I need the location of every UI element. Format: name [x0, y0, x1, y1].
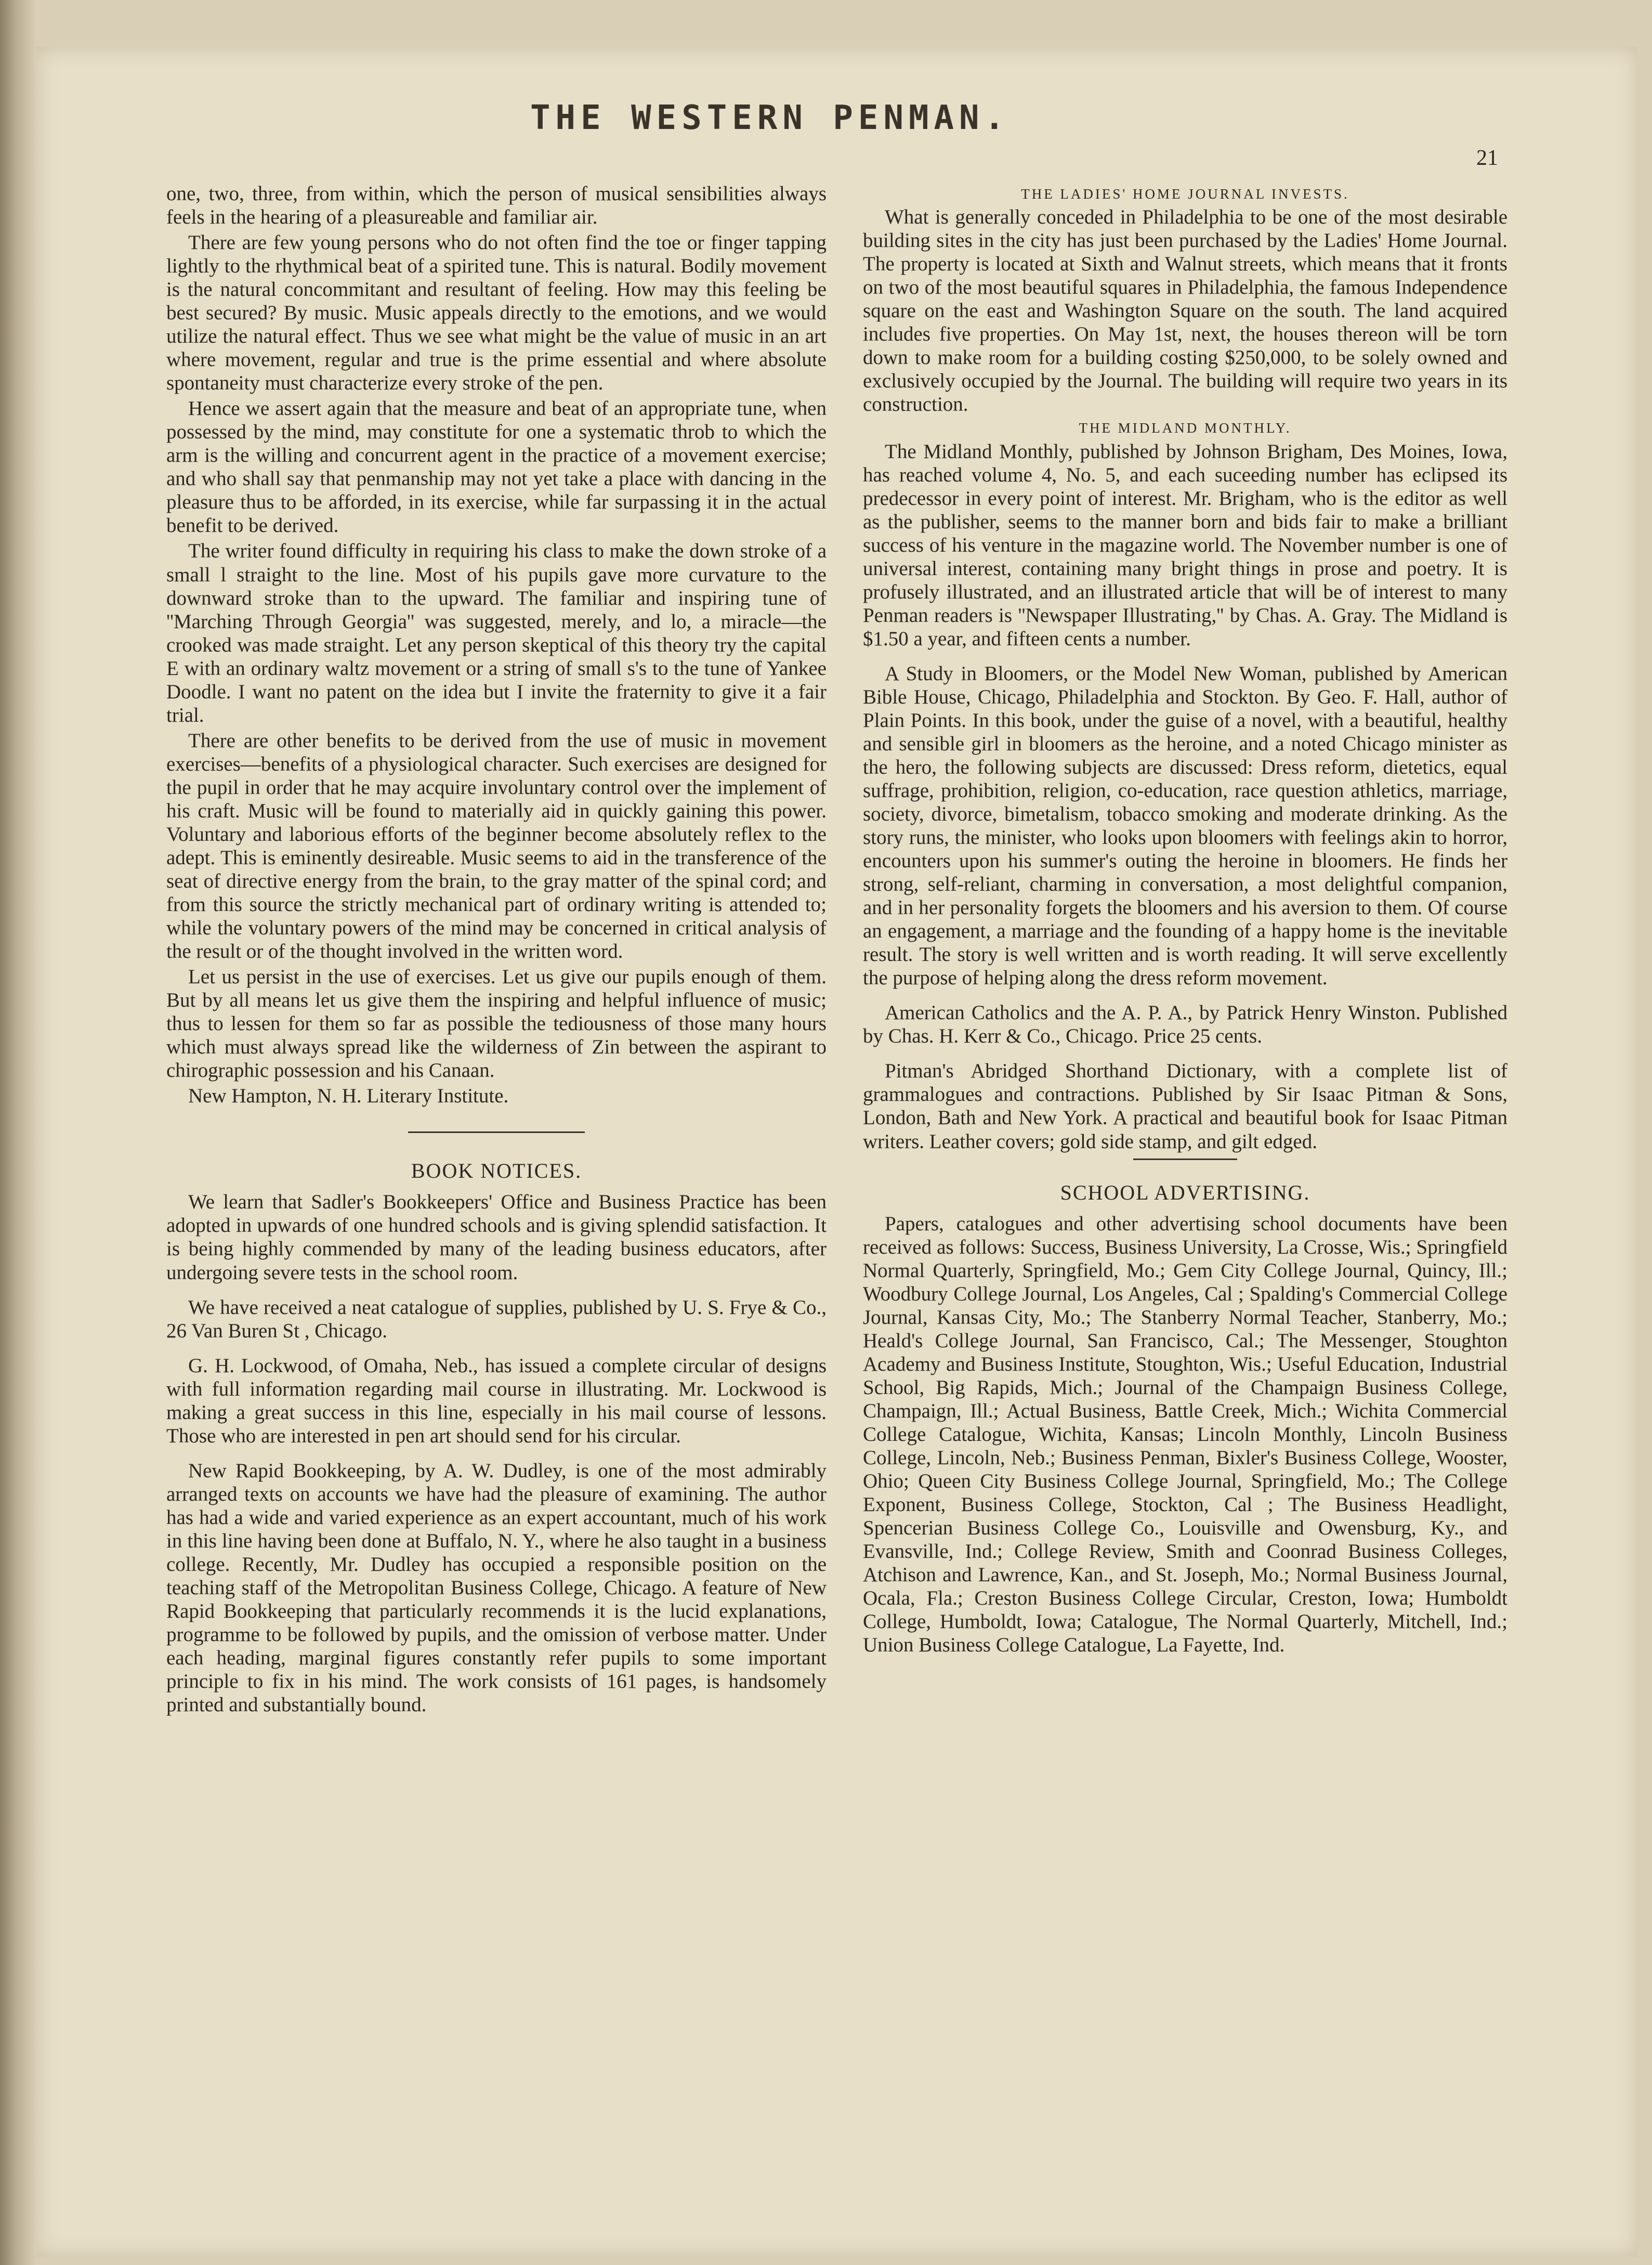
notice-paragraph: Pitman's Abridged Shorthand Dictionary, with a complete list of grammalogues and contractions. Published by Sir Isaac Pitman & Sons, London, Bath and New York. A practical and beautiful book for Isaac Pitman writers. Leather covers; gold side stamp, and gilt edged.: [863, 1060, 1507, 1153]
left-column: [166, 182, 827, 1719]
right-column: [863, 182, 1507, 1659]
section-divider: [1133, 1158, 1237, 1160]
ladies-journal-heading: THE LADIES' HOME JOURNAL INVESTS.: [1021, 186, 1349, 202]
book-binding: [0, 0, 36, 2265]
notice-paragraph: New Rapid Bookkeeping, by A. W. Dudley, is one of the most admirably arranged texts on accounts we have had the pleasure of examining. The author has had a wide and varied experience as an expert accountant, much of his work in this line having been done at Buffalo, N. Y., where he also taught in a business college. Recently, Mr. Dudley has occupied a responsible position on the teaching staff of the Metropolitan Business College, Chicago. A feature of New Rapid Bookkeeping that particularly recommends it is the lucid explanations, programme to be followed by pupils, and the omission of verbose matter. Under each heading, marginal figures constantly refer pupils to some important principle to fix in his mind. The work consists of 161 pages, is handsomely printed and substantially bound.: [166, 1459, 827, 1716]
ladies-journal-text: What is generally conceded in Philadelphia to be one of the most desirable building sites in the city has just been purchased by the Ladies' Home Journal. The property is located at Sixth and Walnut streets, which means that it fronts on two of the most beautiful squares in Philadelphia, the famous Independence square on the east and Washington Square on the south. The land acquired includes five properties. On May 1st, next, the houses thereon will be torn down to make room for a building costing $250,000, to be solely owned and exclusively occupied by the Journal. The building will require two years in its construction.: [863, 206, 1507, 416]
masthead-title: THE WESTERN PENMAN.: [530, 99, 1010, 137]
article-paragraph: There are other benefits to be derived from the use of music in movement exercises—benefits of a physiological character. Such exercises are designed for the pupil in order that he may acquire involuntary control over the implement of his craft. Music will be found to materially aid in quickly gaining this power. Voluntary and laborious efforts of the beginner become absolutely reflex to the adept. This is eminently desireable. Music seems to aid in the transference of the seat of directive energy from the brain, to the gray matter of the spinal cord; and from this source the strictly mechanical part of ordinary writing is attended to; while the voluntary powers of the mind may be concerned in critical analysis of the result or of the thought involved in the written word.: [166, 729, 827, 962]
school-advertising-text: Papers, catalogues and other advertising school documents have been received as follows: Success, Business University, La Crosse, Wis.; Springfield Normal Quarterly, Springfield, Mo.; Gem City College Journal, Quincy, Ill.; Woodbury College Journal, Los Angeles, Cal ; Spalding's Commercial College Journal, Kansas City, Mo.; The Stanberry Normal Teacher, Stanberry, Mo.; Heald's College Journal, San Francisco, Cal.; The Messenger, Stoughton Academy and Business Institute, Stoughton, Wis.; Useful Education, Industrial School, Big Rapids, Mich.; Journal of the Champaign Business College, Champaign, Ill.; Actual Business, Battle Creek, Mich.; Wichita Commercial College Catalogue, Wichita, Kansas; Lincoln Monthly, Lincoln Business College, Lincoln, Neb.; Business Penman, Bixler's Business College, Wooster, Ohio; Queen City Business College Journal, Springfield, Mo.; The College Exponent, Business College, Stockton, Cal ; The Business Headlight, Spencerian Business College Co., Louisville and Owensburg, Ky., and Evansville, Ind.; College Review, Smith and Coonrad Business Colleges, Atchison and Lawrence, Kan., and St. Joseph, Mo.; Normal Business Journal, Ocala, Fla.; Creston Business College Circular, Creston, Iowa; Humboldt College, Humboldt, Iowa; Catalogue, The Normal Quarterly, Mitchell, Ind.; Union Business College Catalogue, La Fayette, Ind.: [863, 1212, 1507, 1657]
article-paragraph: Hence we assert again that the measure and beat of an appropriate tune, when possessed by the mind, may constitute for one a systematic throb to which the arm is the willing and concurrent agent in the practice of a movement exercise; and who shall say that penmanship may not yet take a place with dancing in the pleasure thus to be afforded, in its exercise, while far surpassing it in the actual benefit to be derived.: [166, 397, 827, 537]
author-signature: New Hampton, N. H. Literary Institute.: [188, 1085, 509, 1108]
article-paragraph: The writer found difficulty in requiring his class to make the down stroke of a small l straight to the line. Most of his pupils gave more curvature to the downward stroke than to the upward. The familiar and inspiring tune of ''Marching Through Georgia'' was suggested, merely, and lo, a miracle—the crooked was made straight. Let any person skeptical of this theory try the capital E with an ordinary waltz movement or a string of small s's to the tune of Yankee Doodle. I want no patent on the idea but I invite the fraternity to give it a fair trial.: [166, 540, 827, 726]
book-notices-heading: BOOK NOTICES.: [411, 1159, 582, 1183]
article-paragraph: one, two, three, from within, which the person of musical sensibilities always feels in the hearing of a pleasureable and familiar air.: [166, 183, 827, 229]
notice-paragraph: G. H. Lockwood, of Omaha, Neb., has issued a complete circular of designs with full information regarding mail course in illustrating. Mr. Lockwood is making a great success in this line, especially in his mail course of lessons. Those who are interested in pen art should send for his circular.: [166, 1354, 827, 1447]
midland-monthly-text: The Midland Monthly, published by Johnson Brigham, Des Moines, Iowa, has reached volume 4, No. 5, and each suceeding number has eclipsed its predecessor in every point of interest. Mr. Brigham, who is the editor as well as the publisher, seems to the manner born and bids fair to make a brilliant success of his venture in the magazine world. The November number is one of universal interest, containing many bright things in prose and poetry. It is profusely illustrated, and an illustrated article that will be of interest to many Penman readers is ''Newspaper Illustrating,'' by Chas. A. Gray. The Midland is $1.50 a year, and fifteen cents a number.: [863, 440, 1507, 650]
school-advertising-heading: SCHOOL ADVERTISING.: [1060, 1180, 1310, 1204]
article-paragraph: There are few young persons who do not often find the toe or finger tapping lightly to the rhythmical beat of a spirited tune. This is natural. Bodily movement is the natural concommitant and resultant of feeling. How may this feeling be best secured? By music. Music appeals directly to the emotions, and we would utilize the natural effect. Thus we see what might be the value of music in an art where movement, regular and true is the prime essential and where absolute spontaneity must characterize every stroke of the pen.: [166, 231, 827, 395]
notice-paragraph: We learn that Sadler's Bookkeepers' Office and Business Practice has been adopted in upwards of one hundred schools and is giving splendid satisfaction. It is being highly commended by many of the leading business educators, after undergoing severe tests in the school room.: [166, 1191, 827, 1284]
notice-paragraph: A Study in Bloomers, or the Model New Woman, published by American Bible House, Chicago, Philadelphia and Stockton. By Geo. F. Hall, author of Plain Points. In this book, under the guise of a novel, with a beautiful, healthy and sensible girl in bloomers as the heroine, and a noted Chicago minister as the hero, the following subjects are discussed: Dress reform, dietetics, equal suffrage, prohibition, religion, co-education, race question athletics, marriage, society, divorce, bimetalism, tobacco smoking and moderate drinking. As the story runs, the minister, who looks upon bloomers with feelings akin to horror, encounters upon his summer's outing the heroine in bloomers. He finds her strong, self-reliant, charming in conversation, a most delightful companion, and in her personality forgets the bloomers and his aversion to them. Of course an engagement, a marriage and the founding of a happy home is the inevitable result. The story is well written and is worth reading. It will serve excellently the purpose of helping along the dress reform movement.: [863, 662, 1507, 990]
page-number: 21: [1476, 146, 1498, 170]
section-divider: [408, 1131, 585, 1133]
article-paragraph: Let us persist in the use of exercises. Let us give our pupils enough of them. But by all means let us give them the inspiring and helpful influence of music; thus to lessen for them so far as possible the tediousness of those many hours which must always spread like the wilderness of Zin between the aspirant to chirographic possession and his Canaan.: [166, 966, 827, 1082]
notice-paragraph: We have received a neat catalogue of supplies, published by U. S. Frye & Co., 26 Van Buren St , Chicago.: [166, 1296, 827, 1342]
midland-monthly-heading: THE MIDLAND MONTHLY.: [1079, 420, 1292, 436]
notice-paragraph: American Catholics and the A. P. A., by Patrick Henry Winston. Published by Chas. H. Kerr & Co., Chicago. Price 25 cents.: [863, 1001, 1507, 1048]
